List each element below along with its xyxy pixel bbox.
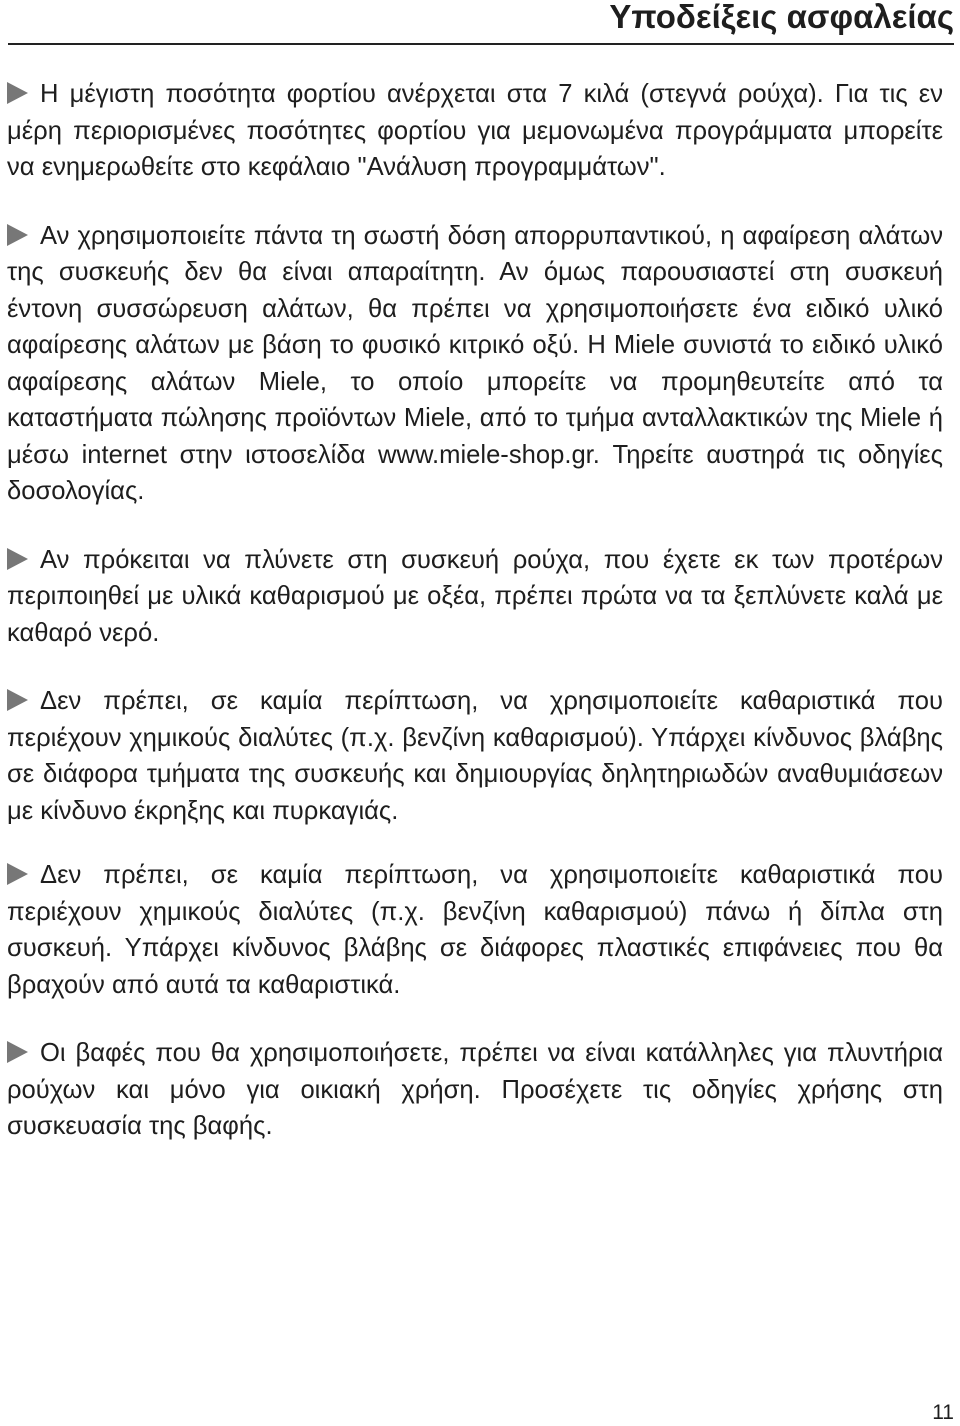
instruction-paragraph-solvents-near-appliance xyxy=(7,857,943,1003)
triangle-bullet-icon xyxy=(7,82,28,104)
triangle-bullet-icon xyxy=(7,548,28,570)
paragraph-text: Δεν πρέπει, σε καμία περίπτωση, να χρησιμοποιείτε καθαριστικά που περιέχουν χημικούς διαλύτες (π.χ. βενζίνη καθαρισμού). Υπάρχει κίνδυνος βλάβης σε διάφορα τμήματα της συσκευής και δημιουργίας δηλητηριωδών αναθυμιάσεων με κίνδυνο έκρηξης και πυρκαγιάς. xyxy=(7,687,943,825)
instruction-paragraph-load-capacity xyxy=(7,76,943,186)
instruction-paragraph-solvents xyxy=(7,683,943,829)
safety-instructions-list xyxy=(7,76,943,1177)
triangle-bullet-icon xyxy=(7,863,28,885)
page-title: Υποδείξεις ασφαλείας xyxy=(609,0,954,35)
triangle-bullet-icon xyxy=(7,1041,28,1063)
triangle-bullet-icon xyxy=(7,689,28,711)
paragraph-text: Δεν πρέπει, σε καμία περίπτωση, να χρησιμοποιείτε καθαριστικά που περιέχουν χημικούς διαλύτες (π.χ. βενζίνη καθαρισμού) πάνω ή δίπλα στη συσκευή. Υπάρχει κίνδυνος βλάβης σε διάφορες πλαστικές επιφάνειες που θα βραχούν από αυτά τα καθαριστικά. xyxy=(7,861,943,999)
paragraph-text: Αν χρησιμοποιείτε πάντα τη σωστή δόση απορρυπαντικού, η αφαίρεση αλάτων της συσκευής δεν θα είναι απαραίτητη. Αν όμως παρουσιαστεί στη συσκευή έντονη συσσώρευση αλάτων, θα πρέπει να χρησιμοποιήσετε ένα ειδικό υλικό αφαίρεσης αλάτων με βάση το φυσικό κιτρικό οξύ. Η Miele συνιστά το ειδικό υλικό αφαίρεσης αλάτων Miele, το οποίο μπορείτε να προμηθευτείτε από τα καταστήματα πώλησης προϊόντων Miele, από το τμήμα ανταλλακτικών της Miele ή μέσω internet στην ιστοσελίδα www.miele-shop.gr. Τηρείτε αυστηρά τις οδηγίες δοσολογίας. xyxy=(7,221,943,505)
instruction-paragraph-descaling xyxy=(7,218,943,510)
header-divider xyxy=(8,43,954,45)
paragraph-text: Η μέγιστη ποσότητα φορτίου ανέρχεται στα 7 κιλά (στεγνά ρούχα). Για τις εν μέρη περιορισμένες ποσότητες φορτίου για μεμονωμένα προγράμματα μπορείτε να ενημερωθείτε στο κεφάλαιο "Ανάλυση προγραμμάτων". xyxy=(7,80,943,181)
page-number: 11 xyxy=(932,1401,954,1424)
instruction-paragraph-dyes xyxy=(7,1035,943,1145)
paragraph-text: Οι βαφές που θα χρησιμοποιήσετε, πρέπει να είναι κατάλληλες για πλυντήρια ρούχων και μόνο για οικιακή χρήση. Προσέχετε τις οδηγίες χρήσης στη συσκευασία της βαφής. xyxy=(7,1039,943,1140)
instruction-paragraph-acid-cleaners xyxy=(7,542,943,652)
paragraph-text: Αν πρόκειται να πλύνετε στη συσκευή ρούχα, που έχετε εκ των προτέρων περιποιηθεί με υλικά καθαρισμού με οξέα, πρέπει πρώτα να τα ξεπλύνετε καλά με καθαρό νερό. xyxy=(7,545,943,647)
triangle-bullet-icon xyxy=(7,224,28,246)
